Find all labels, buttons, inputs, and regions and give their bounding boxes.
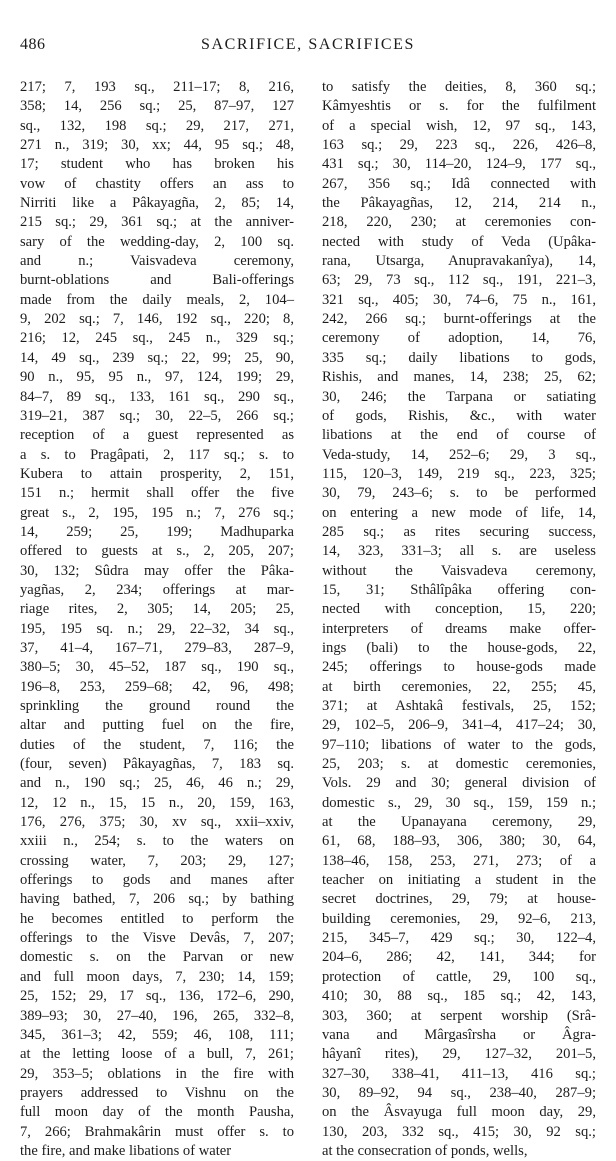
index-line: 30, 132; Sûdra may offer the Pâka- xyxy=(20,562,294,579)
index-line: 84–7, 89 sq., 133, 161 sq., 290 sq., xyxy=(20,388,294,405)
index-line: having bathed, 7, 206 sq.; by bathing xyxy=(20,891,294,908)
index-line: 176, 276, 375; 30, xv sq., xxii–xxiv, xyxy=(20,814,294,831)
index-line: and n.; Vaisvadeva ceremony, xyxy=(20,253,294,270)
index-line: domestic s. on the Parvan or new xyxy=(20,949,294,966)
index-line: 196–8, 253, 259–68; 42, 96, 498; xyxy=(20,678,294,695)
index-line: on entering a new mode of life, 14, xyxy=(322,504,596,521)
index-line: at the Upanayana ceremony, 29, xyxy=(322,814,596,831)
index-column-right xyxy=(322,78,596,1159)
index-line: 271 n., 319; 30, xx; 44, 95 sq.; 48, xyxy=(20,137,294,154)
index-line: duties of the student, 7, 116; the xyxy=(20,736,294,753)
index-line: teacher on initiating a student in the xyxy=(322,872,596,889)
index-line: Vols. 29 and 30; general division of xyxy=(322,775,596,792)
index-line: sq., 132, 198 sq.; 29, 217, 271, xyxy=(20,117,294,134)
index-line: 321 sq., 405; 30, 74–6, 75 n., 161, xyxy=(322,291,596,308)
index-line: sprinkling the ground round the xyxy=(20,698,294,714)
index-line: 371; at Ashtakâ festivals, 25, 152; xyxy=(322,698,596,714)
index-line: 14, 323, 331–3; all s. are useless xyxy=(322,543,596,560)
index-line: ceremony of adoption, 14, 76, xyxy=(322,330,596,347)
index-line: 163 sq.; 29, 223 sq., 226, 426–8, xyxy=(322,137,596,154)
index-line: 303, 360; at serpent worship (Srâ- xyxy=(322,1007,596,1024)
index-line: prayers addressed to Vishnu on the xyxy=(20,1084,294,1101)
index-line: interpreters of dreams make offer- xyxy=(322,620,596,637)
index-line: 218, 220, 230; at ceremonies con- xyxy=(322,214,596,231)
index-line: secret doctrines, 29, 79; at house- xyxy=(322,891,596,908)
index-line: a s. to Pragâpati, 2, 117 sq.; s. to xyxy=(20,446,294,463)
index-line: great s., 2, 195, 195 n.; 7, 276 sq.; xyxy=(20,504,294,521)
index-column-left xyxy=(20,78,294,1159)
index-line: 285 sq.; as rites securing success, xyxy=(322,523,596,540)
index-line: crossing water, 7, 203; 29, 127; xyxy=(20,852,294,869)
index-line: 327–30, 338–41, 411–13, 416 sq.; xyxy=(322,1065,596,1082)
index-line: 319–21, 387 sq.; 30, 22–5, 266 sq.; xyxy=(20,407,294,424)
index-line: and n., 190 sq.; 25, 46, 46 n.; 29, xyxy=(20,775,294,792)
index-line: xxiii n., 254; s. to the waters on xyxy=(20,833,294,850)
index-line: 389–93; 30, 27–40, 196, 265, 332–8, xyxy=(20,1007,294,1024)
index-line: 25, 203; s. at domestic ceremonies, xyxy=(322,756,596,773)
index-line: of gods, Rishis, &c., with water xyxy=(322,407,596,424)
index-line: Kâmyeshtis or s. for the fulfilment xyxy=(322,98,596,115)
index-line: 204–6, 286; 42, 141, 344; for xyxy=(322,949,596,966)
index-line: 215, 345–7, 429 sq.; 30, 122–4, xyxy=(322,930,596,947)
index-line: 15, 31; Sthâlîpâka offering con- xyxy=(322,581,596,598)
index-line: 217; 7, 193 sq., 211–17; 8, 216, xyxy=(20,79,294,95)
index-line: building ceremonies, 29, 92–6, 213, xyxy=(322,910,596,927)
index-line: yagñas, 2, 234; offerings at mar- xyxy=(20,581,294,598)
index-line: 410; 30, 88 sq., 185 sq.; 42, 143, xyxy=(322,988,596,1005)
index-line: 431 sq.; 30, 114–20, 124–9, 177 sq., xyxy=(322,156,596,173)
index-line: 138–46, 158, 253, 271, 273; of a xyxy=(322,852,596,869)
index-line: 12, 12 n., 15, 15 n., 20, 159, 163, xyxy=(20,794,294,811)
index-line: 37, 41–4, 167–71, 279–83, 287–9, xyxy=(20,639,294,656)
index-line: hâyanî rites), 29, 127–32, 201–5, xyxy=(322,1046,596,1063)
index-line: 151 n.; hermit shall offer the five xyxy=(20,485,294,502)
index-line: and full moon days, 7, 230; 14, 159; xyxy=(20,968,294,985)
index-line: to satisfy the deities, 8, 360 sq.; xyxy=(322,79,596,95)
index-line: domestic s., 29, 30 sq., 159, 159 n.; xyxy=(322,794,596,811)
index-line: 29, 102–5, 206–9, 341–4, 417–24; 30, xyxy=(322,717,596,734)
index-line: 30, 89–92, 94 sq., 238–40, 287–9; xyxy=(322,1084,596,1101)
index-line: on the Âsvayuga full moon day, 29, xyxy=(322,1104,596,1121)
index-line: 215 sq.; 29, 361 sq.; at the anniver- xyxy=(20,214,294,231)
index-line: nected with study of Veda (Upâka- xyxy=(322,233,596,250)
index-line: ings (bali) to the house-gods, 22, xyxy=(322,639,596,656)
index-line: 17; student who has broken his xyxy=(20,156,294,173)
index-line: vow of chastity offers an ass to xyxy=(20,175,294,192)
index-line: offered to guests at s., 2, 205, 207; xyxy=(20,543,294,560)
index-line: 30, 246; the Tarpana or satiating xyxy=(322,388,596,405)
index-line: Veda-study, 14, 252–6; 29, 3 sq., xyxy=(322,446,596,463)
index-line: 7, 266; Brahmakârin must offer s. to xyxy=(20,1123,294,1140)
index-line: the Pâkayagñas, 12, 214, 214 n., xyxy=(322,195,596,212)
index-line: sary of the wedding-day, 2, 100 sq. xyxy=(20,233,294,250)
index-line: 90 n., 95, 95 n., 97, 124, 199; 29, xyxy=(20,369,294,386)
index-line: 335 sq.; daily libations to gods, xyxy=(322,349,596,366)
page-number: 486 xyxy=(20,36,46,53)
index-line: burnt-oblations and Bali-offerings xyxy=(20,272,294,289)
index-line: 63; 29, 73 sq., 112 sq., 191, 221–3, xyxy=(322,272,596,289)
index-line: 358; 14, 256 sq.; 25, 87–97, 127 xyxy=(20,98,294,115)
index-line: reception of a guest represented as xyxy=(20,427,294,444)
index-line: (four, seven) Pâkayagñas, 7, 183 sq. xyxy=(20,756,294,773)
index-line: Nirriti like a Pâkayagña, 2, 85; 14, xyxy=(20,195,294,212)
index-line: at the consecration of ponds, wells, xyxy=(322,1142,528,1159)
index-line: nected with conception, 15, 220; xyxy=(322,601,596,618)
index-line: 61, 68, 188–93, 306, 380; 30, 64, xyxy=(322,833,596,850)
page-header xyxy=(20,36,596,62)
running-head: SACRIFICE, SACRIFICES xyxy=(200,36,416,53)
index-line: libations at the end of course of xyxy=(322,427,596,444)
index-line: 14, 49 sq., 239 sq.; 22, 99; 25, 90, xyxy=(20,349,294,366)
index-line: Kubera to attain prosperity, 2, 151, xyxy=(20,465,294,482)
index-line: 345, 361–3; 42, 559; 46, 108, 111; xyxy=(20,1026,294,1043)
index-line: rana, Utsarga, Anupravakanîya), 14, xyxy=(322,253,596,270)
index-line: 242, 266 sq.; burnt-offerings at the xyxy=(322,311,596,328)
index-line: 115, 120–3, 149, 219 sq., 223, 325; xyxy=(322,465,596,482)
index-line: 25, 152; 29, 17 sq., 136, 172–6, 290, xyxy=(20,988,294,1005)
index-line: he becomes entitled to perform the xyxy=(20,910,294,927)
index-line: at the letting loose of a bull, 7, 261; xyxy=(20,1046,294,1063)
index-line: of a special wish, 12, 97 sq., 143, xyxy=(322,117,596,134)
index-line: at birth ceremonies, 22, 255; 45, xyxy=(322,678,596,695)
index-line: 97–110; libations of water to the gods, xyxy=(322,736,596,753)
index-line: 30, 79, 243–6; s. to be performed xyxy=(322,485,596,502)
index-line: 267, 356 sq.; Idâ connected with xyxy=(322,175,596,192)
index-line: 14, 259; 25, 199; Madhuparka xyxy=(20,523,294,540)
index-line: offerings to the Visve Devâs, 7, 207; xyxy=(20,930,294,947)
index-line: altar and putting fuel on the fire, xyxy=(20,717,294,734)
index-line: offerings to gods and manes after xyxy=(20,872,294,889)
index-line: 216; 12, 245 sq., 245 n., 329 sq.; xyxy=(20,330,294,347)
index-line: vana and Mârgasîrsha or Âgra- xyxy=(322,1026,596,1043)
index-line: riage rites, 2, 305; 14, 205; 25, xyxy=(20,601,294,618)
index-line: 130, 203, 332 sq., 415; 30, 92 sq.; xyxy=(322,1123,596,1140)
index-line: without the Vaisvadeva ceremony, xyxy=(322,562,596,579)
index-line: full moon day of the month Pausha, xyxy=(20,1104,294,1121)
index-line: Rishis, and manes, 14, 238; 25, 62; xyxy=(322,369,596,386)
index-line: 9, 202 sq.; 7, 146, 192 sq., 220; 8, xyxy=(20,311,294,328)
index-line: the fire, and make libations of water xyxy=(20,1142,232,1159)
index-line: 29, 353–5; oblations in the fire with xyxy=(20,1065,294,1082)
index-line: protection of cattle, 29, 100 sq., xyxy=(322,968,596,985)
index-line: 245; offerings to house-gods made xyxy=(322,659,596,676)
index-line: 380–5; 30, 45–52, 187 sq., 190 sq., xyxy=(20,659,294,676)
index-line: made from the daily meals, 2, 104– xyxy=(20,291,294,308)
index-line: 195, 195 sq. n.; 29, 22–32, 34 sq., xyxy=(20,620,294,637)
